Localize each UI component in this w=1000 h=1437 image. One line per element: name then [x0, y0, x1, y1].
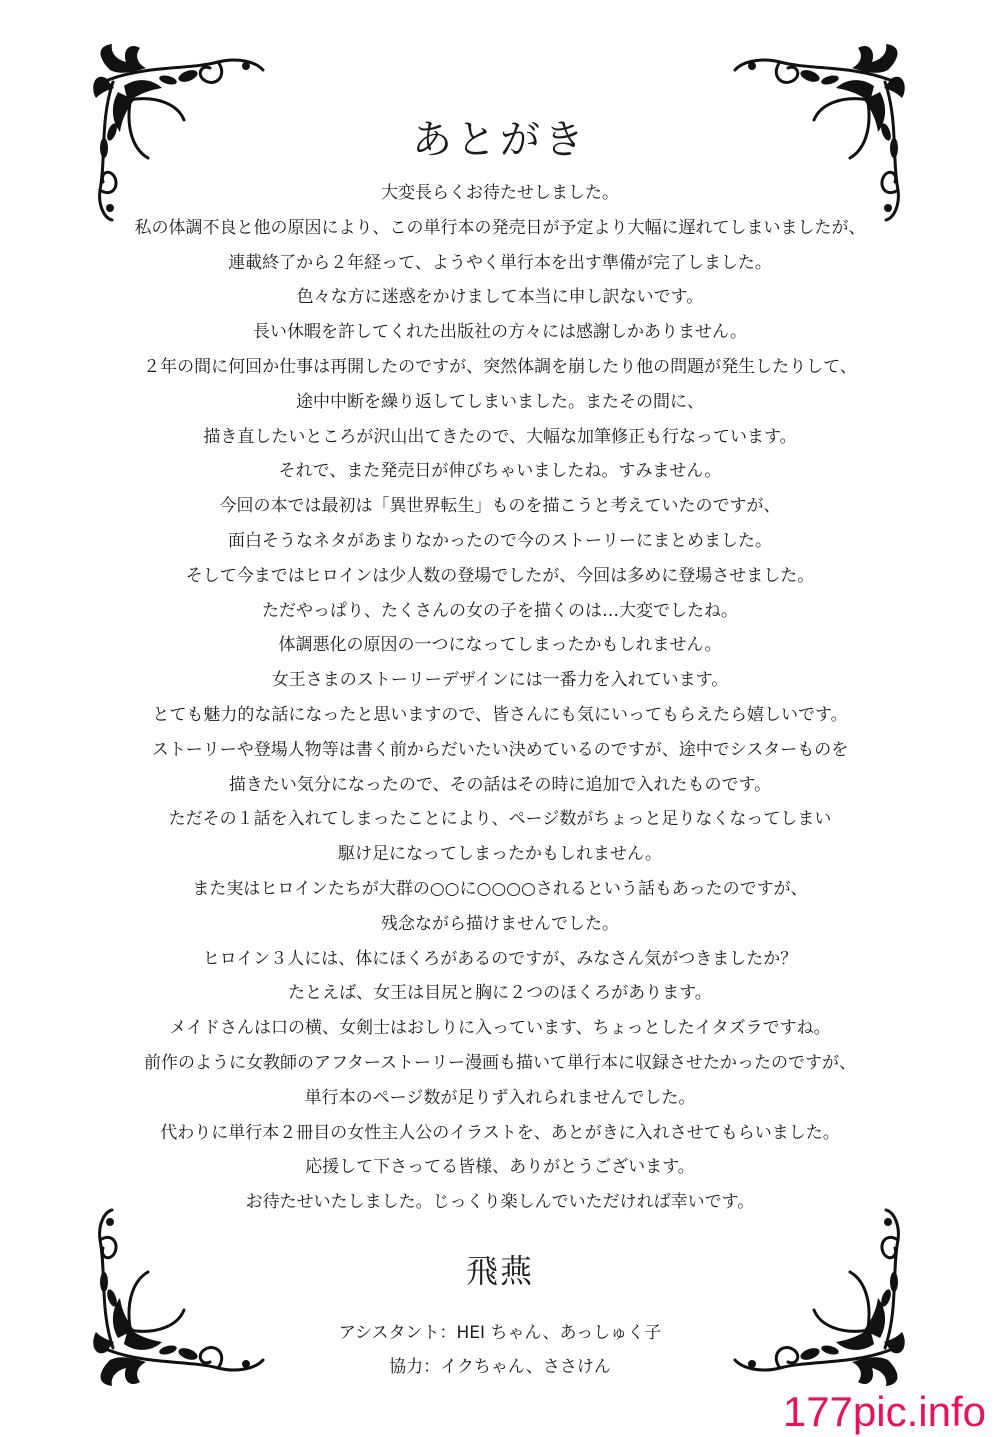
body-line: 私の体調不良と他の原因により、この単行本の発売日が予定より大幅に遅れてしまいましたが、 — [134, 217, 866, 238]
body-line: 長い休暇を許してくれた出版社の方々には感謝しかありません。 — [252, 322, 748, 343]
body-line: 女王さまのストーリーデザインには一番力を入れています。 — [271, 670, 729, 691]
body-line: お待たせいたしました。じっくり楽しんでいただければ幸いです。 — [245, 1192, 755, 1213]
body-line: そして今まではヒロインは少人数の登場でしたが、今回は多めに登場させました。 — [185, 565, 815, 586]
body-line: 応援して下さってる皆様、ありがとうございます。 — [305, 1157, 695, 1178]
body-line: メイドさんは口の横、女剣士はおしりに入っています、ちょっとしたイタズラですね。 — [169, 1018, 831, 1039]
body-line: 代わりに単行本２冊目の女性主人公のイラストを、あとがきに入れさせてもらいました。 — [160, 1122, 840, 1143]
watermark: 177pic.info — [782, 1388, 986, 1435]
afterword-body — [100, 176, 900, 1220]
body-line: とても魅力的な話になったと思いますので、皆さんにも気にいってもらえたら嬉しいです。 — [152, 704, 848, 725]
body-line: ただその１話を入れてしまったことにより、ページ数がちょっと足りなくなってしまい — [168, 809, 832, 830]
body-line: 大変長らくお待たせしました。 — [381, 183, 619, 203]
body-line: 前作のように女教師のアフターストーリー漫画も描いて単行本に収録させたかったのですが、 — [144, 1052, 856, 1073]
body-line: 残念ながら描けませんでした。 — [381, 913, 619, 934]
body-line: 面白そうなネタがあまりなかったので今のストーリーにまとめました。 — [228, 530, 772, 551]
body-line: たとえば、女王は目尻と胸に２つのほくろがあります。 — [288, 983, 712, 1004]
assistant-credit: アシスタント：HEI ちゃん、あっしゅく子 — [338, 1323, 662, 1343]
cooperation-credit: 協力：イクちゃん、ささけん — [389, 1357, 611, 1377]
body-line: ２年の間に何回か仕事は再開したのですが、突然体調を崩したり他の問題が発生したりして、 — [143, 356, 857, 377]
author-name: 飛燕 — [465, 1252, 534, 1290]
body-line: ヒロイン３人には、体にほくろがあるのですが、みなさん気がつきましたか？ — [202, 948, 798, 969]
body-line: また実はヒロインたちが大群の○○に○○○○されるという話もあったのですが、 — [192, 878, 808, 899]
body-line: 単行本のページ数が足りず入れられませんでした。 — [304, 1087, 696, 1108]
body-line: 駆け足になってしまったかもしれません。 — [337, 844, 663, 865]
page-title: あとがき — [412, 117, 588, 163]
body-line: 描き直したいところが沢山出てきたので、大幅な加筆修正も行なっています。 — [203, 426, 797, 447]
body-line: 描きたい気分になったので、その話はその時に追加で入れたものです。 — [228, 774, 772, 795]
body-line: 今回の本では最初は「異世界転生」ものを描こうと考えていたのですが、 — [219, 496, 781, 517]
body-line: 連載終了から２年経って、ようやく単行本を出す準備が完了しました。 — [228, 252, 772, 273]
body-line: ストーリーや登場人物等は書く前からだいたい決めているのですが、途中でシスターものを — [151, 739, 849, 760]
body-line: 色々な方に迷惑をかけまして本当に申し訳ないです。 — [296, 287, 704, 308]
body-line: ただやっぱり、たくさんの女の子を描くのは…大変でしたね。 — [262, 600, 738, 621]
body-line: それで、また発売日が伸びちゃいましたね。すみません。 — [278, 461, 722, 482]
body-line: 体調悪化の原因の一つになってしまったかもしれません。 — [278, 635, 722, 656]
body-line: 途中中断を繰り返してしまいました。またその間に、 — [296, 391, 704, 412]
